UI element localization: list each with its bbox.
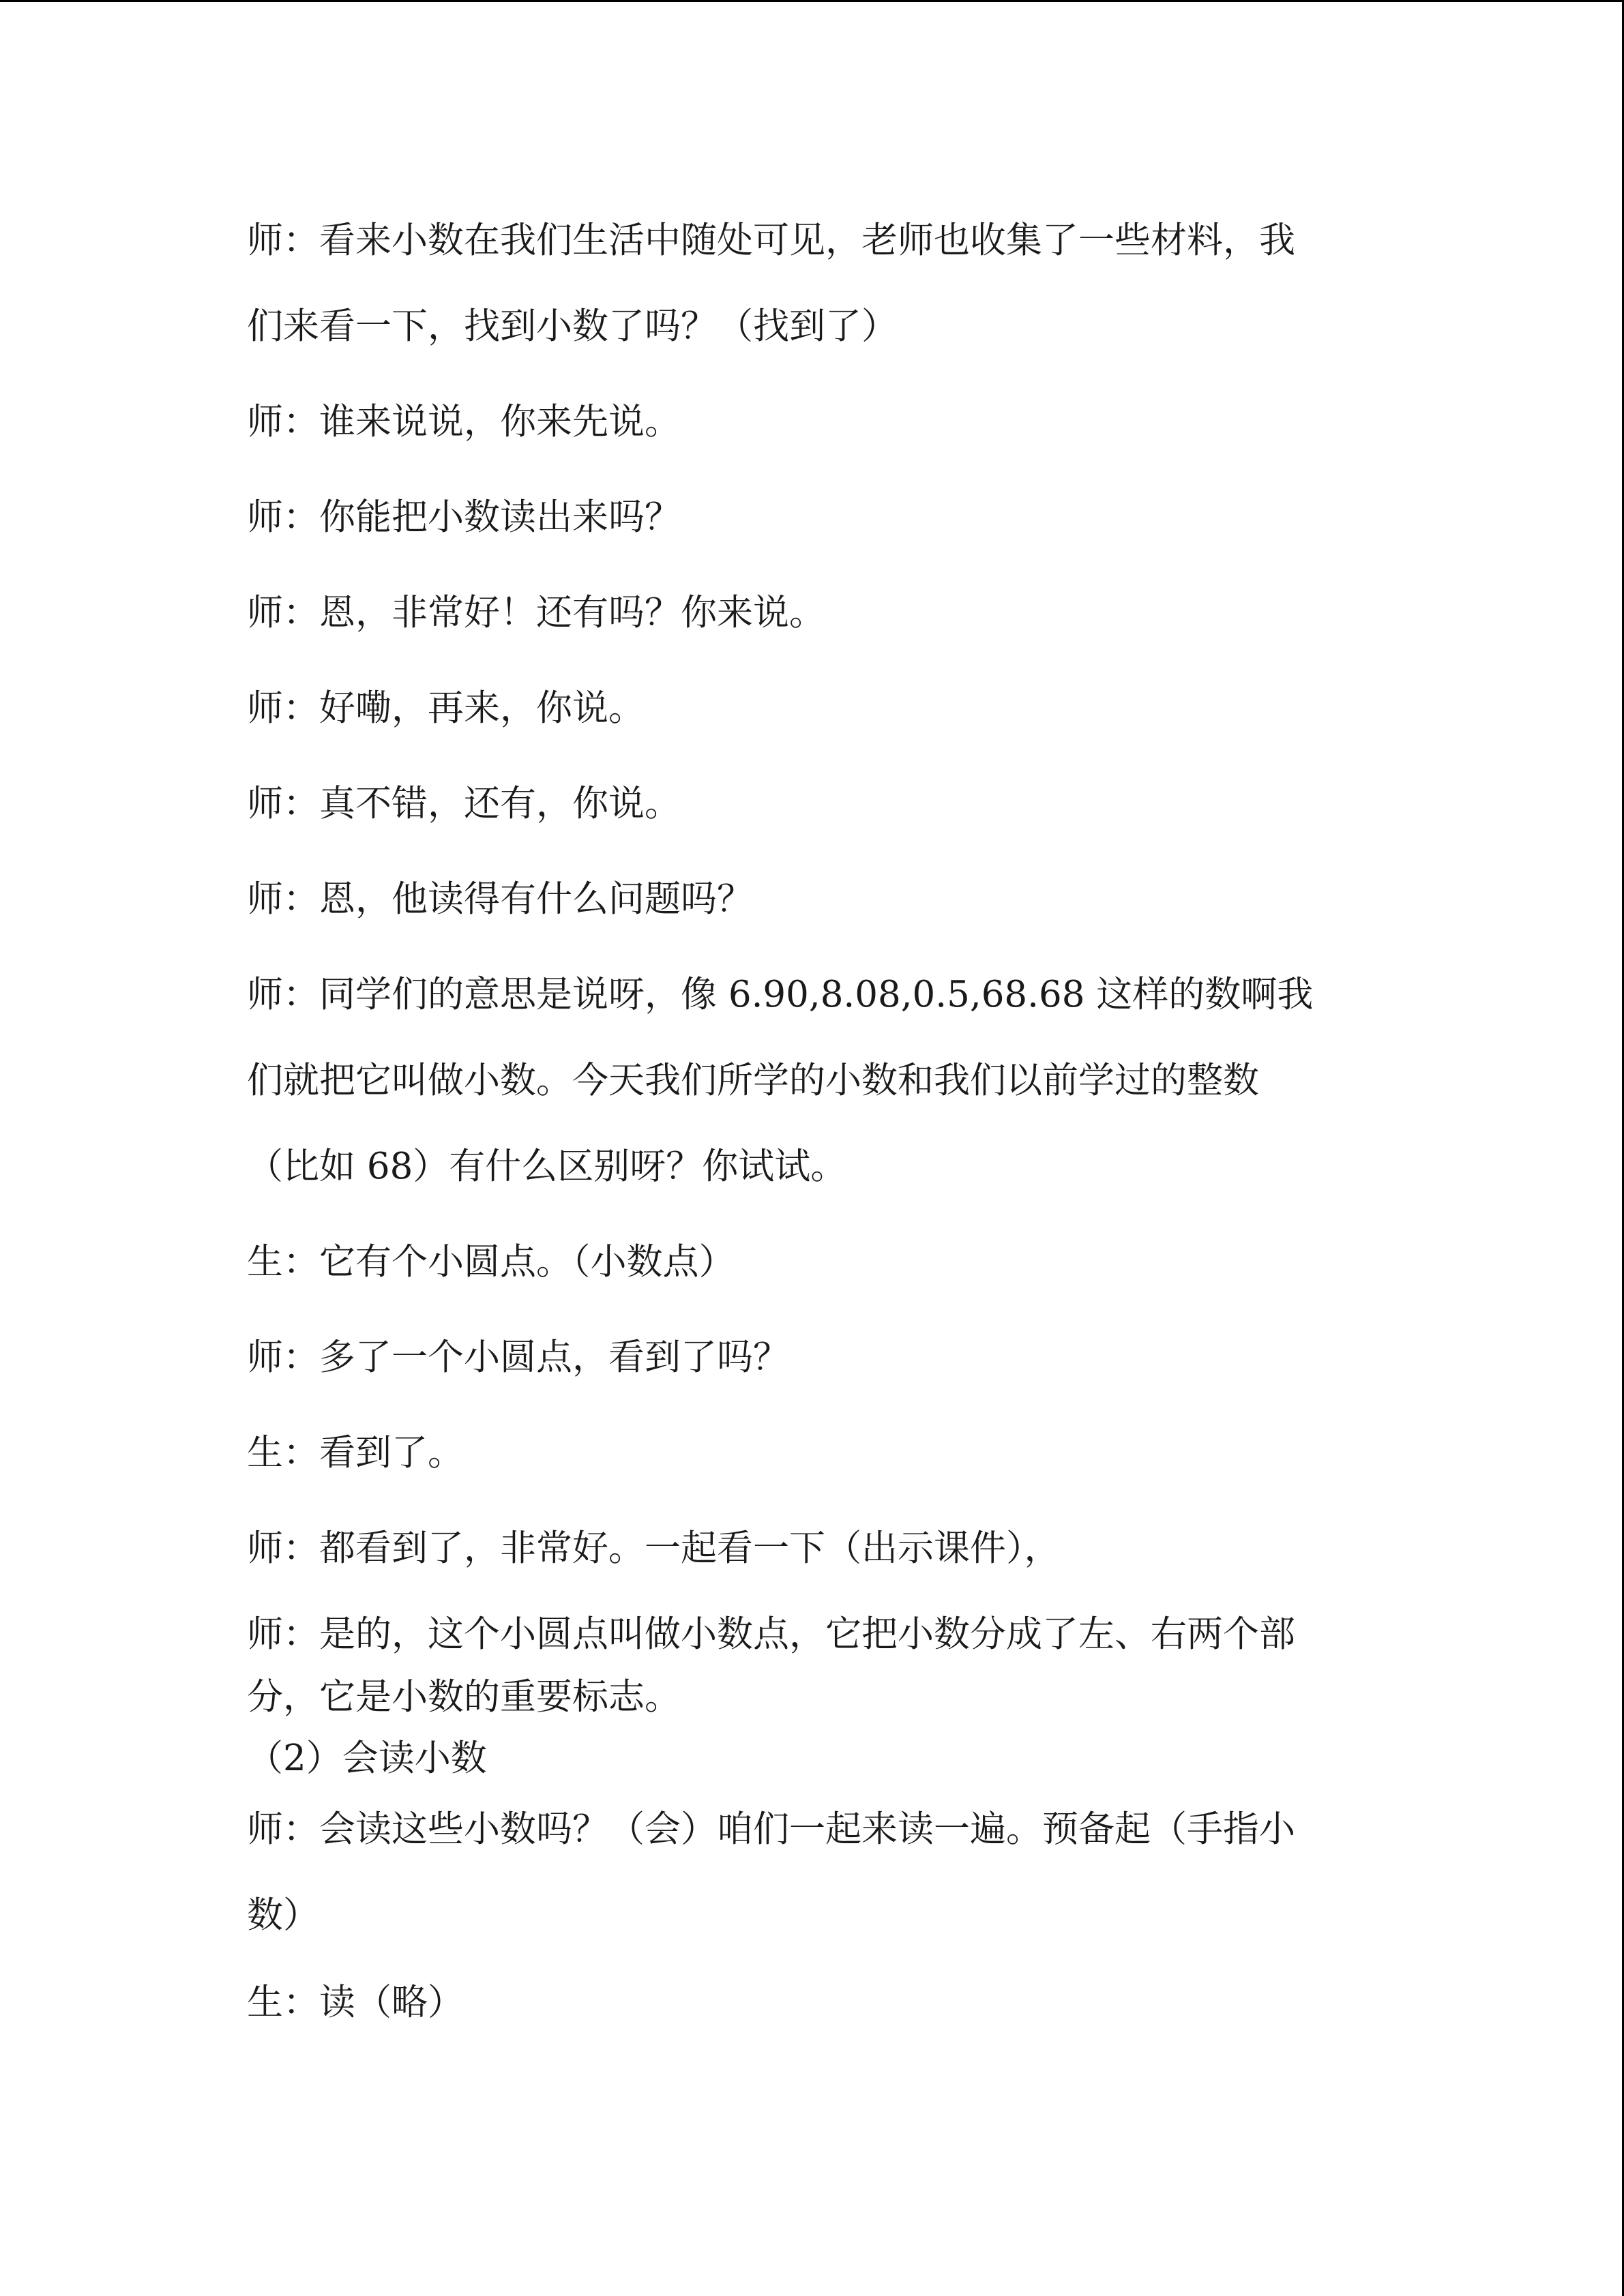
text-line: 师：都看到了，非常好。一起看一下（出示课件）， [247,1527,1061,1569]
text-line: 师：同学们的意思是说呀，像 6.90,8.08,0.5,68.68 这样的数啊我 [247,974,1314,1015]
section-heading: （2）会读小数 [247,1738,487,1779]
text-line: 师：多了一个小圆点，看到了吗？ [247,1337,789,1378]
text-line: （比如 68）有什么区别呀？你试试。 [247,1146,847,1187]
text-line: 师：好嘞，再来，你说。 [247,687,645,729]
text-line: 分，它是小数的重要标志。 [247,1676,681,1718]
text-line: 师：会读这些小数吗？（会）咱们一起来读一遍。预备起（手指小 [247,1808,1295,1850]
text-line: 们就把它叫做小数。今天我们所学的小数和我们以前学过的整数 [247,1060,1259,1101]
text-line: 师：谁来说说，你来先说。 [247,401,681,443]
text-line: 师：看来小数在我们生活中随处可见，老师也收集了一些材料，我 [247,220,1295,261]
text-line: 师：恩，非常好！还有吗？你来说。 [247,592,825,633]
text-line: 生：它有个小圆点。（小数点） [247,1241,735,1283]
text-line: 师：你能把小数读出来吗？ [247,496,681,538]
text-line: 数） [247,1894,319,1936]
text-line: 生：读（略） [247,1982,464,2023]
text-line: 师：是的，这个小圆点叫做小数点，它把小数分成了左、右两个部 [247,1613,1295,1655]
text-line: 师：恩，他读得有什么问题吗？ [247,878,753,920]
text-line: 师：真不错，还有，你说。 [247,783,681,824]
text-line: 们来看一下，找到小数了吗？（找到了） [247,305,898,347]
text-line: 生：看到了。 [247,1432,464,1474]
